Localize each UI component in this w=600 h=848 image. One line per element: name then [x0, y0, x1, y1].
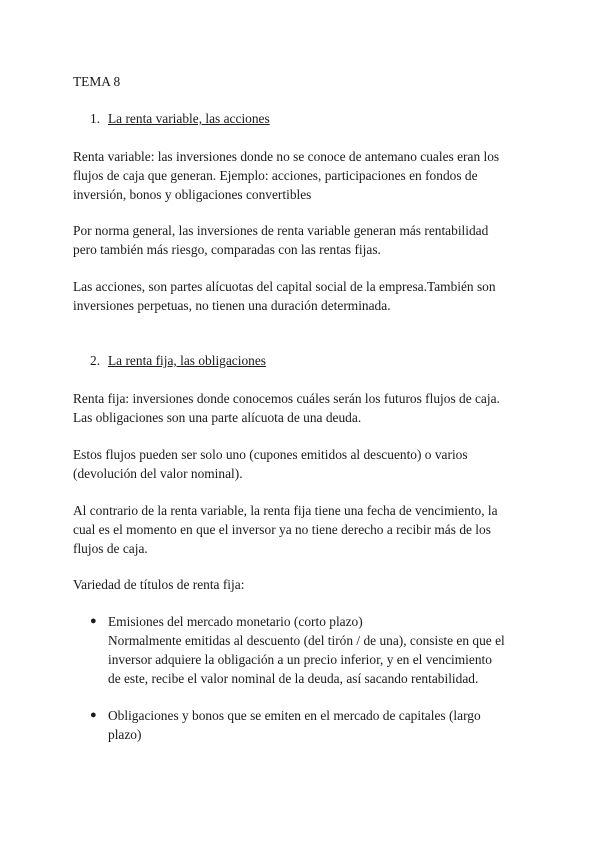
text-line: Estos flujos pueden ser solo uno (cupones emitidos al descuento) o varios [73, 447, 468, 462]
text-line: (devolución del valor nominal). [73, 466, 243, 481]
paragraph-vencimiento [73, 501, 533, 558]
text-line: flujos de caja. [73, 541, 148, 556]
paragraph-variedad-titulos [73, 575, 533, 594]
text-line: Al contrario de la renta variable, la renta fija tiene una fecha de vencimiento, la [73, 503, 498, 518]
text-line: flujos de caja que generan. Ejemplo: acciones, participaciones en fondos de [73, 168, 478, 183]
paragraph-renta-variable-definicion [73, 147, 533, 204]
text-line: cual es el momento en que el inversor ya no tiene derecho a recibir más de los [73, 522, 491, 537]
text-line: Las obligaciones son una parte alícuota de una deuda. [73, 410, 362, 425]
text-line: inversión, bonos y obligaciones convertibles [73, 187, 312, 202]
bullet-icon: ● [90, 709, 97, 721]
bullet-icon: ● [90, 615, 97, 627]
paragraph-rentabilidad [73, 221, 533, 259]
section-number: 2. [90, 353, 101, 368]
bullet-line: de este, recibe el valor nominal de la deuda, así sacando rentabilidad. [108, 671, 479, 686]
bullet-line: inversor adquiere la obligación a un precio inferior, y en el vencimiento [108, 652, 492, 667]
page-title: TEMA 8 [73, 74, 121, 89]
section-title: La renta variable, las acciones [108, 111, 270, 126]
text-line: Variedad de títulos de renta fija: [73, 577, 245, 592]
bullet-line: plazo) [108, 727, 142, 742]
text-line: Las acciones, son partes alícuotas del capital social de la empresa.También son [73, 279, 496, 294]
text-line: Por norma general, las inversiones de renta variable generan más rentabilidad [73, 223, 489, 238]
paragraph-acciones [73, 277, 533, 315]
text-line: inversiones perpetuas, no tienen una duración determinada. [73, 298, 391, 313]
bullet-line: Obligaciones y bonos que se emiten en el mercado de capitales (largo [108, 708, 481, 723]
bullet-line: Emisiones del mercado monetario (corto plazo) [108, 614, 363, 629]
paragraph-renta-fija-definicion [73, 389, 533, 427]
text-line: Renta fija: inversiones donde conocemos cuáles serán los futuros flujos de caja. [73, 391, 500, 406]
text-line: pero también más riesgo, comparadas con las rentas fijas. [73, 242, 381, 257]
text-line: Renta variable: las inversiones donde no se conoce de antemano cuales eran los [73, 149, 500, 164]
section-number: 1. [90, 111, 101, 126]
paragraph-flujos [73, 445, 533, 483]
section-title: La renta fija, las obligaciones [108, 353, 267, 368]
bullet-line: Normalmente emitidas al descuento (del tirón / de una), consiste en que el [108, 633, 505, 648]
